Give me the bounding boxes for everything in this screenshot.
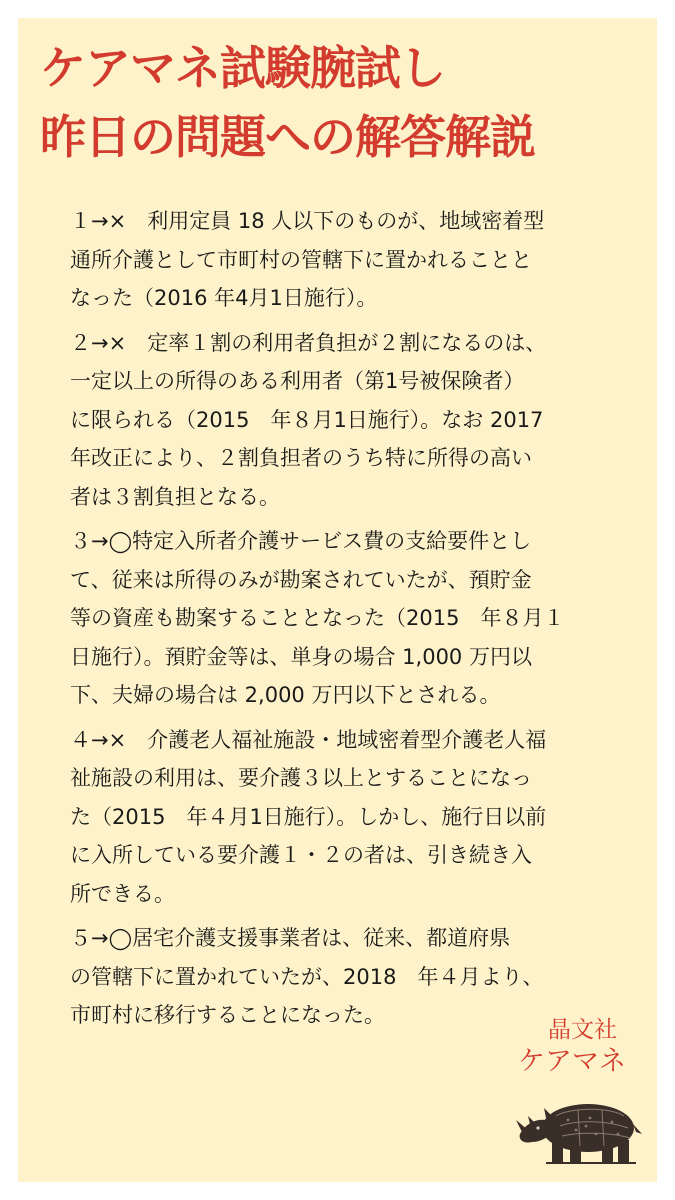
page-title-line-2: 昨日の問題への解答解説 xyxy=(40,110,535,164)
publisher-logo xyxy=(516,1012,646,1172)
answer-list xyxy=(70,202,630,1035)
answer-1: １→× 利用定員 18 人以下のものが、地域密着型 通所介護として市町村の管轄下に置かれることと なった（2016 年4月1日施行）。 xyxy=(70,209,545,310)
rhino-icon xyxy=(516,1090,644,1166)
answer-4: ４→× 介護老人福祉施設・地域密着型介護老人福 祉施設の利用は、要介護３以上とすることになっ た（2015 年４月1日施行）。しかし、施行日以前 に入所している要介護１・２の者は、引き続き入 所できる。 xyxy=(70,727,547,906)
logo-publisher-name: 晶文社 xyxy=(548,1017,617,1043)
answer-2: ２→× 定率１割の利用者負担が２割になるのは、 一定以上の所得のある利用者（第1号被保険者） に限られる（2015 年８月1日施行）。なお 2017 年改正により、２割負担者のうち特に所得の高い 者は３割負担となる。 xyxy=(70,330,547,509)
answer-3: ３→◯特定入所者介護サービス費の支給要件とし て、従来は所得のみが勘案されていたが、預貯金 等の資産も勘案することとなった（2015 年８月１ 日施行）。預貯金等は、単身の場合 1,000 万円以 下、夫婦の場合は 2,000 万円以下とされる。 xyxy=(70,529,565,707)
logo-series-name: ケアマネ xyxy=(518,1046,626,1077)
answer-5: ５→◯居宅介護支援事業者は、従来、都道府県 の管轄下に置かれていたが、2018 年４月より、 市町村に移行することになった。 xyxy=(70,926,544,1027)
card xyxy=(18,18,657,1182)
page-title-line-1: ケアマネ試験腕試し xyxy=(40,41,445,95)
